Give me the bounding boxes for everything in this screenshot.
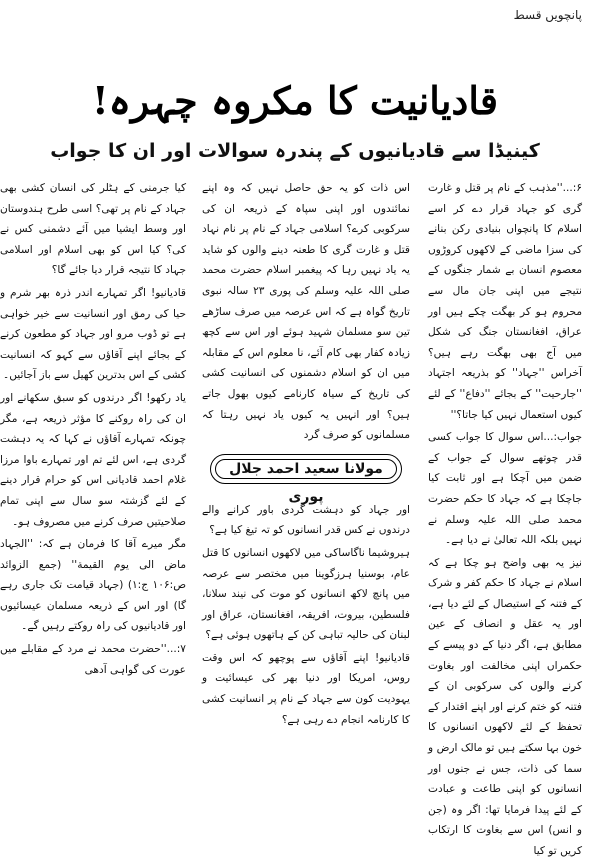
paragraph: ۷:...''حضرت محمد نے مرد کے مقابلے میں عورت کی گواہی آدھی bbox=[0, 643, 186, 676]
author-box-wrapper bbox=[202, 452, 410, 505]
paragraph: اور جہاد کو دہشت گردی باور کرانے والے درندوں نے کس قدر انسانوں کو تہ تیغ کیا ہے؟ bbox=[202, 503, 410, 537]
column-right bbox=[428, 178, 582, 857]
paragraph: ہیروشیما ناگاساکی میں لاکھوں انسانوں کا قتل عام، بوسنیا ہرزگوینا میں مختصر سے عرصہ میں پانچ لاکھ انسانوں کو موت کی نیند سلانا، فلسطین، بیروت، افریقہ، افغانستان، عراق اور لبنان کی حالیہ تباہی کن کے ہاتھوں ہوئی ہے؟ bbox=[202, 546, 410, 642]
installment-label: پانچویں قسط bbox=[513, 8, 582, 22]
paragraph: ۶:...''مذہب کے نام پر قتل و غارت گری کو جہاد قرار دے کر اسے اسلام کا پانچواں بنیادی رکن بنانے کی سزا ماضی کے لاکھوں کروڑوں معصوم انسان بے شمار جنگوں کے نتیجے میں اپنی جان مال سے محروم ہو کر بھگت چکے ہیں اور عراق، افغانستان جنگ کی شکل میں آج بھی بھگت رہے ہیں؟ آخراس ''جہاد'' کو بذریعہ اجتہاد ''جارحیت'' کے بجائے ''دفاع'' کے لئے کیوں استعمال نہیں کیا جاتا؟'' bbox=[428, 182, 582, 421]
article-subtitle: کینیڈا سے قادیانیوں کے پندرہ سوالات اور ان کا جواب bbox=[50, 140, 540, 162]
author-box bbox=[210, 454, 402, 505]
column-middle bbox=[202, 178, 410, 763]
paragraph: کیا جرمنی کے ہٹلر کی انسان کشی بھی جہاد کے نام پر تھی؟ اسی طرح ہندوستان اور وسط ایشیا میں آئے دشمنی کس نے کی؟ کیا اس کو بھی اسلام اور اسلامی جہاد کا نتیجہ قرار دیا جائے گا؟ bbox=[0, 182, 186, 277]
author-name: مولانا سعید احمد جلال پوری bbox=[229, 460, 383, 505]
paragraph: اس ذات کو یہ حق حاصل نہیں کہ وہ اپنے نمائندوں اور اپنی سپاہ کے ذریعہ ان کی سرکوبی کرے؟ اسلامی جہاد کے نام پر نام نہاد قتل و غارت گری کا طعنہ دینے والوں کو شاید یہ یاد نہیں رہا کہ پیغمبر اسلام حضرت محمد صلی اللہ علیہ وسلم کی پوری ۲۳ سالہ نبوی تاریخ گواہ ہے کہ اس عرصہ میں صرف ساڑھے تین سو مسلمان شہید ہوئے اور اس سے کچھ زیادہ کفار بھی کام آئے، نا معلوم اس کے مقابلہ میں ان کو اسلام دشمنوں کی انسانیت کشی کی تاریخ کے سیاہ کارنامے کیوں بھول جاتے ہیں؟ اور انہیں یہ کیوں یاد نہیں رہتا کہ مسلمانوں کو صرف گرد bbox=[202, 182, 410, 442]
paragraph: جواب:...اس سوال کا جواب کسی قدر چوتھے سوال کے جواب کے ضمن میں آچکا ہے اور ثابت کیا جاچکا ہے کہ جہاد کا حکم حضرت محمد صلی اللہ علیہ وسلم نے نہیں بلکہ اللہ تعالیٰ نے دیا ہے۔ bbox=[428, 431, 582, 547]
paragraph: قادیانیو! اگر تمہارے اندر ذرہ بھر شرم و حیا کی رمق اور انسانیت سے خیر خواہی ہے تو ڈوب مرو اور جہاد کو مطعون کرنے کے بجائے اپنے آقاؤں سے کہو کہ انسانیت کشی کے اس بدترین کھیل سے باز آجائیں۔ bbox=[0, 286, 186, 382]
paragraph: نیز یہ بھی واضح ہو چکا ہے کہ اسلام نے جہاد کا حکم کفر و شرک کے فتنہ کے استیصال کے لئے دیا ہے، اور یہ عقل و انصاف کے عین مطابق ہے، اگر دنیا کے دو پیسے کے حکمراں اپنی مخالفت اور بغاوت کرنے والوں کی سرکوبی ان کے فتنہ کو ختم کرنے اور اپنے اقتدار کے تحفظ کے لئے لاکھوں انسانوں کا خون بہا سکتے ہیں تو مالک ارض و سما کی ذات، جس نے جنوں اور انسانوں کو اپنی طاعت و عبادت کے لئے پیدا فرمایا تھا: اگر وہ (جن و انس) اس سے بغاوت کا ارتکاب کریں تو کیا bbox=[428, 556, 582, 857]
paragraph: مگر میرے آقا کا فرمان ہے کہ: ''الجہاد ماض الی یوم القیمة'' (جمع الزوائد ص:۱۰۶ ج:۱) (جہاد قیامت تک جاری رہے گا) اور اس کے ذریعہ مسلمان عیسائیوں اور قادیانیوں کی راہ روکتے رہیں گے۔ bbox=[0, 538, 187, 633]
article-title: قادیانیت کا مکروہ چہرہ! bbox=[91, 78, 499, 123]
column-left bbox=[0, 178, 186, 768]
paragraph: یاد رکھو! اگر درندوں کو سبق سکھانے اور ان کی راہ روکنے کا مؤثر ذریعہ ہے، مگر چونکہ تمہارے آقاؤں نے کہا کہ یہ دہشت گردی ہے، اس لئے تم اور تمہارے باوا مرزا غلام احمد قادیانی اس کو حرام قرار دینے کے لئے گزشتہ سو سال سے اپنی تمام صلاحیتیں صرف کرنے میں مصروف ہو۔ bbox=[0, 391, 186, 528]
paragraph: قادیانیو! اپنے آقاؤں سے پوچھو کہ اس وقت روس، امریکا اور دنیا بھر کی عیسائیت و یہودیت کون سے جہاد کے نام پر انسانیت کشی کا کارنامہ انجام دے رہی ہے؟ bbox=[202, 651, 410, 726]
